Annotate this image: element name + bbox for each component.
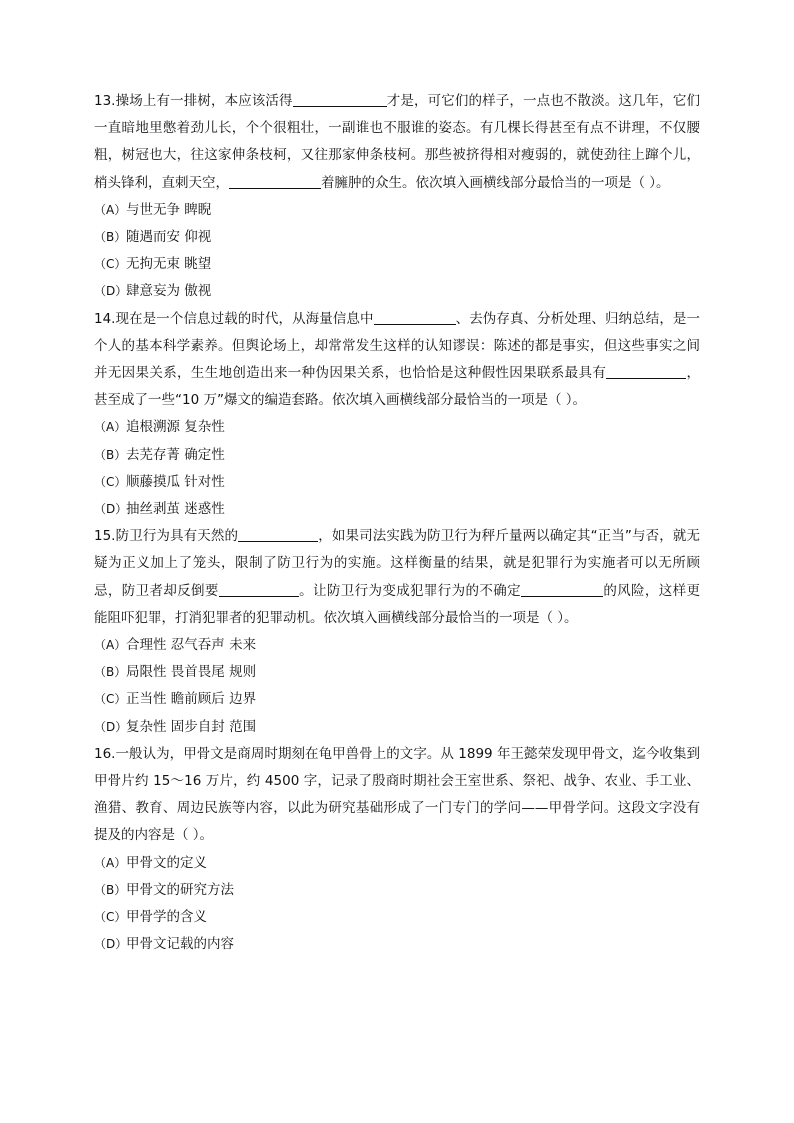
option-text: 合理性 忍气吞声 未来 bbox=[126, 637, 257, 654]
option-label: （C） bbox=[94, 474, 127, 489]
option-text: 追根溯源 复杂性 bbox=[126, 419, 225, 436]
question-stem bbox=[94, 306, 700, 415]
option-text: 正当性 瞻前顾后 边界 bbox=[126, 691, 257, 708]
option-c[interactable] bbox=[94, 469, 700, 496]
fill-blank bbox=[521, 580, 603, 597]
option-text: 与世无争 睥睨 bbox=[126, 201, 212, 218]
option-label: （C） bbox=[94, 910, 127, 925]
option-label: （A） bbox=[94, 202, 127, 217]
option-list bbox=[94, 850, 700, 959]
option-b[interactable] bbox=[94, 659, 700, 686]
option-d[interactable] bbox=[94, 931, 700, 958]
option-c[interactable] bbox=[94, 686, 700, 713]
option-c[interactable] bbox=[94, 904, 700, 931]
question-stem bbox=[94, 523, 700, 632]
question-stem bbox=[94, 88, 700, 197]
option-d[interactable] bbox=[94, 278, 700, 305]
stem-text: 16.一般认为，甲骨文是商周时期刻在龟甲兽骨上的文字。从 1899 年王懿荣发现甲骨文，迄今收集到甲骨片约 15～16 万片，约 4500 字，记录了殷商时期社会王室世系、祭祀、战争、农业、手工业、渔猎、教育、周边民族等内容，以此为研究基础形成了一门专门的学问——甲骨学问。这段文字没有提及的内容是（ ）。 bbox=[94, 745, 700, 844]
option-label: （D） bbox=[94, 502, 128, 517]
stem-text: ，甚至成了一些“10 万”爆文的编造套路。依次填入画横线部分最恰当的一项是（ ）。 bbox=[94, 365, 701, 409]
fill-blank bbox=[238, 525, 318, 542]
option-label: （B） bbox=[94, 230, 127, 245]
option-d[interactable] bbox=[94, 714, 700, 741]
option-b[interactable] bbox=[94, 442, 700, 469]
option-c[interactable] bbox=[94, 251, 700, 278]
stem-text: 着臃肿的众生。依次填入画横线部分最恰当的一项是（ ）。 bbox=[321, 174, 670, 191]
option-list bbox=[94, 197, 700, 306]
question-15 bbox=[94, 523, 700, 741]
option-d[interactable] bbox=[94, 496, 700, 523]
option-text: 顺藤摸瓜 针对性 bbox=[126, 473, 225, 490]
option-text: 抽丝剥茧 迷惑性 bbox=[126, 501, 225, 518]
option-a[interactable] bbox=[94, 850, 700, 877]
option-a[interactable] bbox=[94, 632, 700, 659]
option-b[interactable] bbox=[94, 877, 700, 904]
option-text: 随遇而安 仰视 bbox=[126, 229, 212, 246]
stem-text: 14.现在是一个信息过载的时代，从海量信息中 bbox=[94, 310, 374, 327]
option-text: 局限性 畏首畏尾 规则 bbox=[126, 664, 257, 681]
exam-page bbox=[94, 88, 700, 959]
option-b[interactable] bbox=[94, 224, 700, 251]
question-14 bbox=[94, 306, 700, 524]
stem-text: 才是，可它们的样子，一点也不散淡。这几年，它们一直暗地里憋着劲儿长，个个很粗壮，一副谁也不服谁的姿态。有几棵长得甚至有点不讲理，不仅腰粗，树冠也大，往这家伸条枝柯，又往那家伸条枝柯。那些被挤得相对瘦弱的，就使劲往上蹿个儿，梢头锋利，直刺天空， bbox=[94, 93, 700, 191]
fill-blank bbox=[229, 172, 321, 189]
option-text: 去芜存菁 确定性 bbox=[126, 446, 225, 463]
stem-text: 15.防卫行为具有天然的 bbox=[94, 528, 239, 545]
option-text: 无拘无束 眺望 bbox=[126, 256, 212, 273]
option-text: 复杂性 固步自封 范围 bbox=[126, 718, 257, 735]
option-text: 甲骨文记载的内容 bbox=[126, 936, 234, 953]
option-text: 甲骨学的含义 bbox=[126, 909, 207, 926]
option-label: （A） bbox=[94, 420, 127, 435]
question-13 bbox=[94, 88, 700, 306]
fill-blank bbox=[293, 90, 387, 107]
option-label: （D） bbox=[94, 719, 128, 734]
option-a[interactable] bbox=[94, 414, 700, 441]
option-label: （C） bbox=[94, 692, 127, 707]
stem-text: 的风险，这样更能阻吓犯罪，打消犯罪者的犯罪动机。依次填入画横线部分最恰当的一项是（ ）。 bbox=[94, 582, 701, 626]
option-text: 甲骨文的研究方法 bbox=[126, 881, 234, 898]
stem-text: 13.操场上有一排树，本应该活得 bbox=[94, 93, 293, 109]
option-label: （D） bbox=[94, 284, 128, 299]
option-a[interactable] bbox=[94, 197, 700, 224]
question-stem bbox=[94, 741, 700, 850]
stem-text: ，如果司法实践为防卫行为秤斤量两以确定其“正当”与否，就无疑为正义加上了笼头，限制了防卫行为的实施。这样衡量的结果，就是犯罪行为实施者可以无所顾忌，防卫者却反倒要 bbox=[94, 528, 700, 599]
option-text: 甲骨文的定义 bbox=[126, 854, 207, 871]
option-label: （A） bbox=[94, 855, 127, 870]
option-label: （B） bbox=[94, 882, 127, 897]
option-list bbox=[94, 632, 700, 741]
option-text: 肆意妄为 傲视 bbox=[126, 283, 212, 300]
fill-blank bbox=[219, 580, 299, 597]
stem-text: 、去伪存真、分析处理、归纳总结，是一个人的基本科学素养。但舆论场上，却常常发生这样的认知谬误：陈述的都是事实，但这些事实之间并无因果关系，生生地创造出来一种伪因果关系，也恰恰是这种假性因果联系最具有 bbox=[94, 310, 700, 382]
option-label: （D） bbox=[94, 937, 128, 952]
option-label: （A） bbox=[94, 638, 127, 653]
stem-text: 。让防卫行为变成犯罪行为的不确定 bbox=[298, 582, 521, 599]
fill-blank bbox=[374, 308, 456, 325]
option-label: （B） bbox=[94, 447, 127, 462]
option-label: （C） bbox=[94, 257, 127, 272]
fill-blank bbox=[606, 362, 686, 379]
question-16 bbox=[94, 741, 700, 959]
option-label: （B） bbox=[94, 665, 127, 680]
option-list bbox=[94, 414, 700, 523]
